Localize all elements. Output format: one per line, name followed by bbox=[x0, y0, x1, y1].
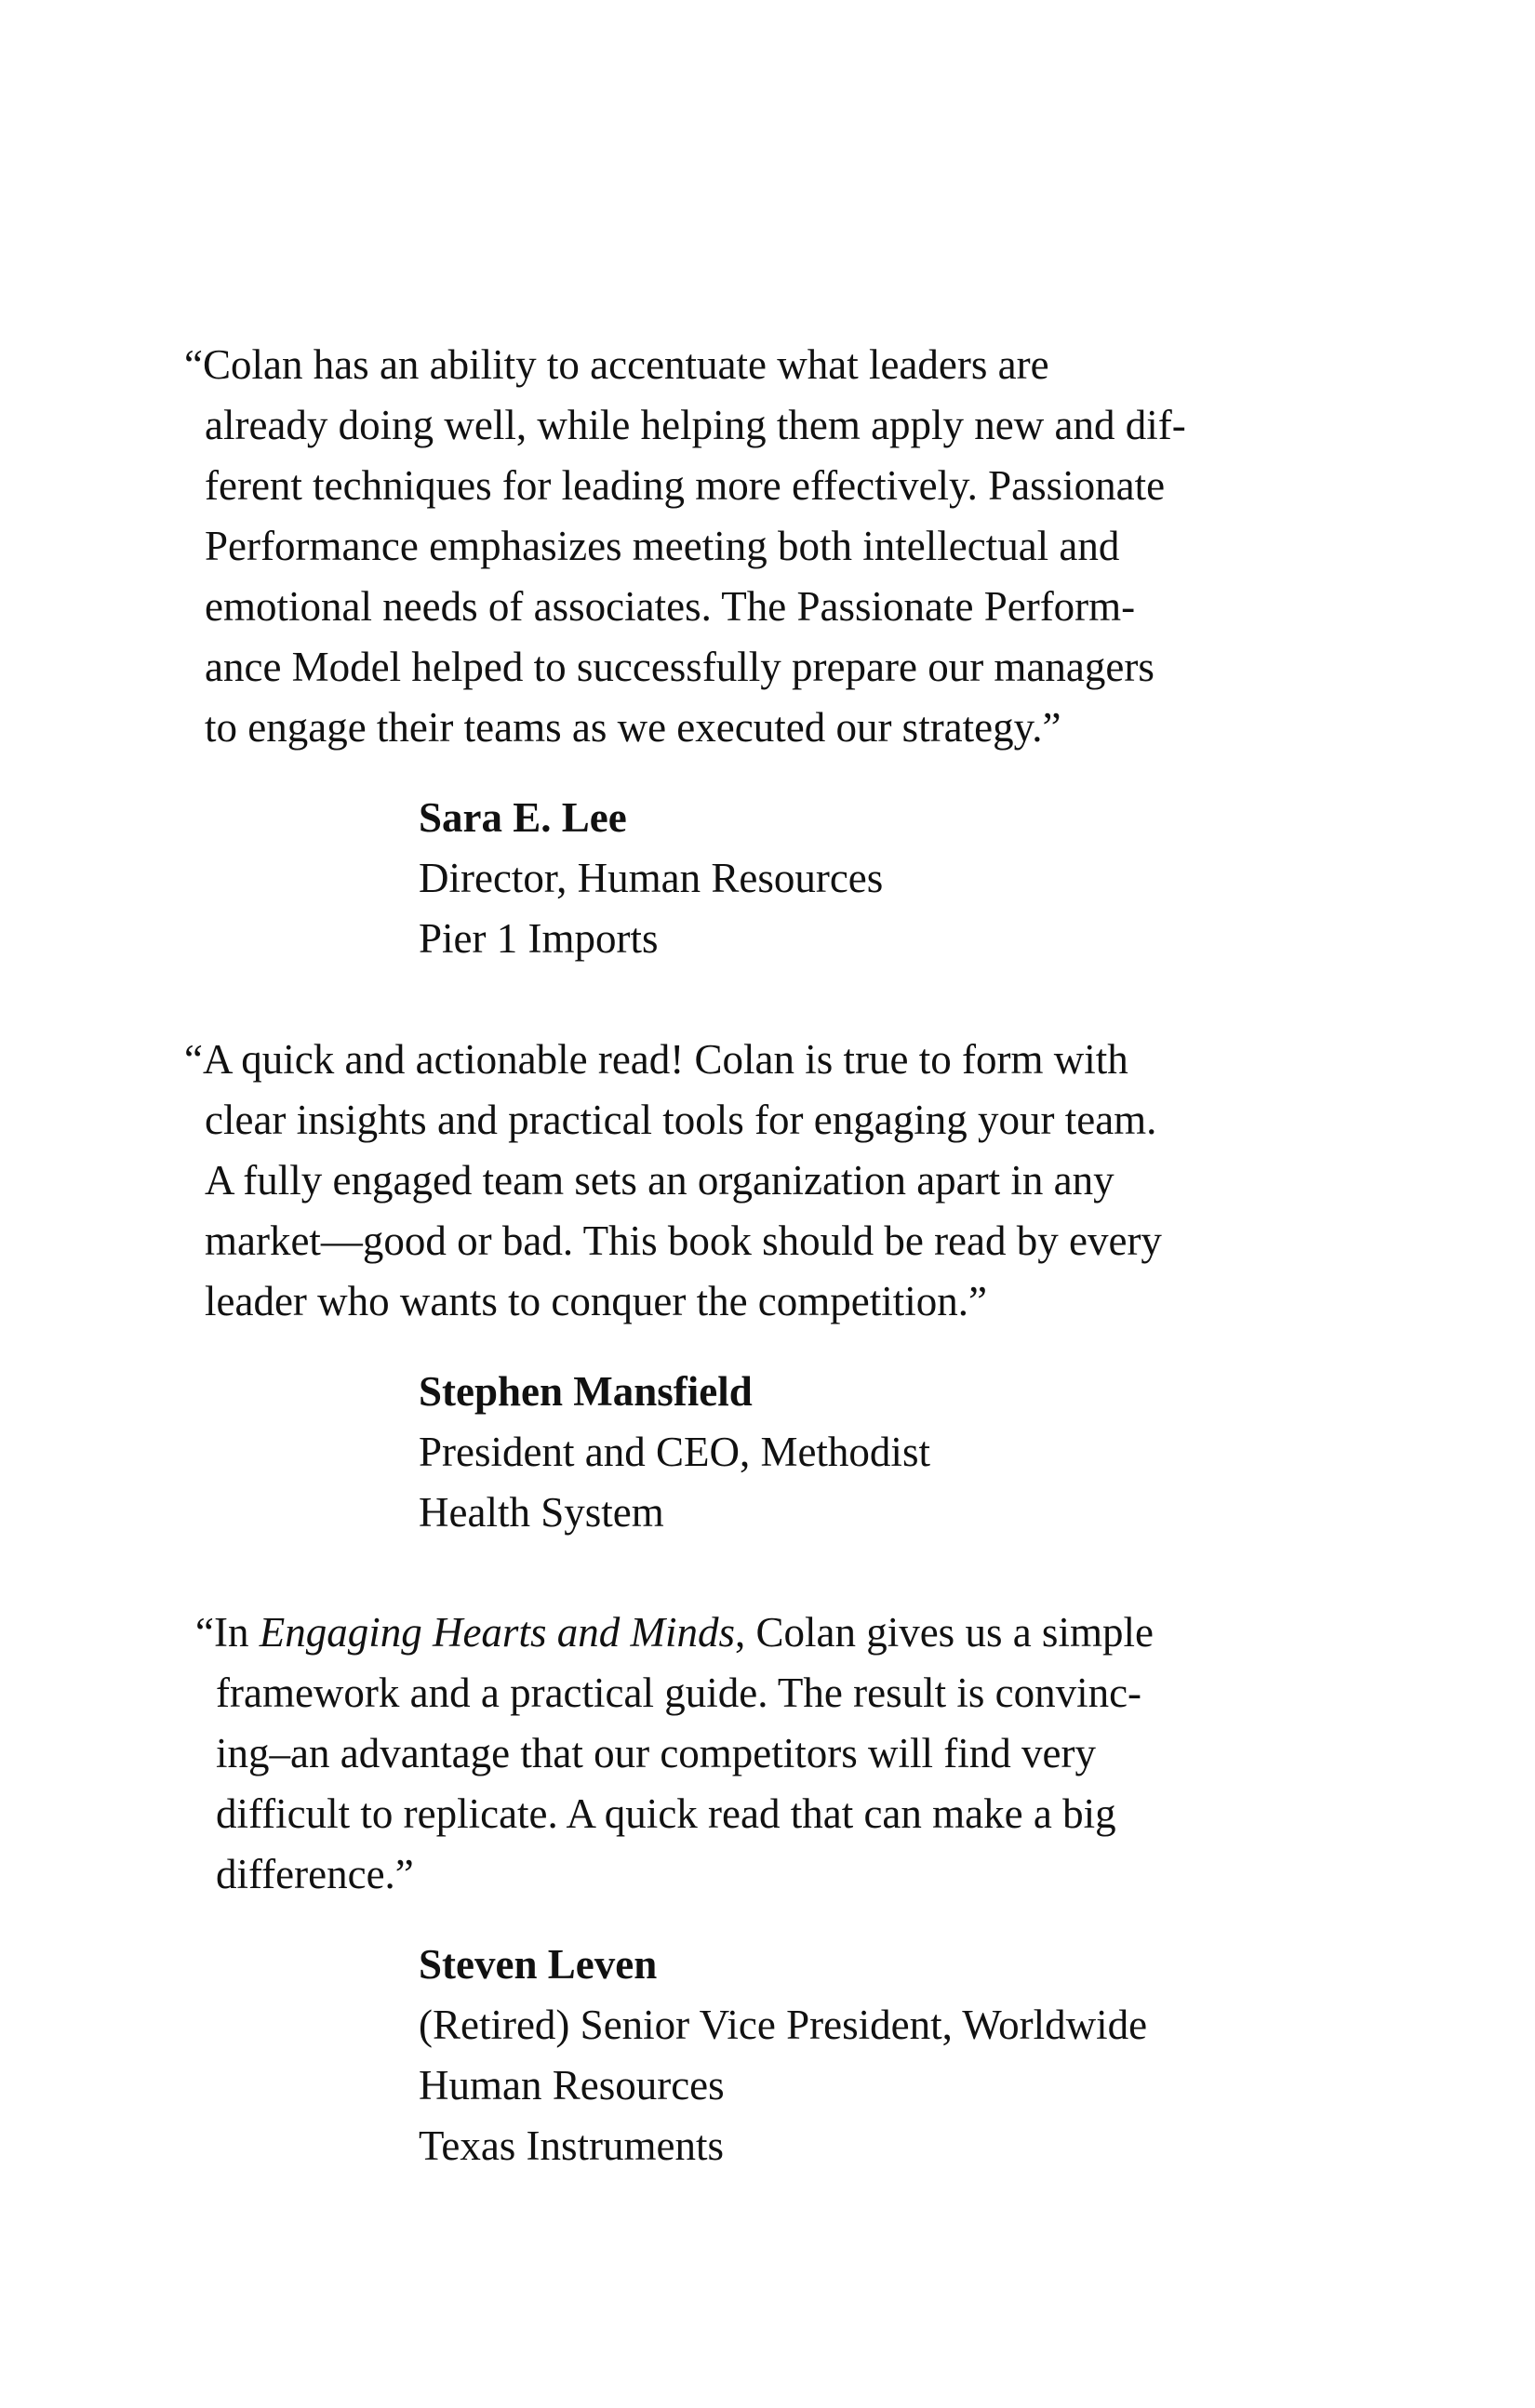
quote-line bbox=[195, 1603, 1312, 1663]
testimonial-attribution bbox=[419, 788, 1442, 969]
author-title: Human Resources bbox=[419, 2062, 725, 2109]
quote-line: “Colan has an ability to accentuate what leaders are bbox=[184, 341, 1049, 388]
quote-line: Performance emphasizes meeting both intellectual and bbox=[205, 523, 1120, 569]
quote-line: market—good or bad. This book should be read by every bbox=[205, 1217, 1162, 1264]
quote-line: already doing well, while helping them apply new and dif- bbox=[205, 402, 1186, 448]
quote-line: difficult to replicate. A quick read that can make a big bbox=[216, 1790, 1116, 1837]
author-name: Stephen Mansfield bbox=[419, 1368, 753, 1415]
quote-line: ing–an advantage that our competitors will find very bbox=[216, 1730, 1096, 1776]
quote-line: clear insights and practical tools for engaging your team. bbox=[205, 1097, 1157, 1143]
quote-line: difference.” bbox=[216, 1851, 414, 1897]
quote-line: emotional needs of associates. The Passionate Perform- bbox=[205, 583, 1136, 630]
testimonial-attribution bbox=[419, 1935, 1442, 2176]
author-name: Sara E. Lee bbox=[419, 794, 627, 841]
quote-prefix: “In bbox=[195, 1609, 260, 1656]
quote-line: A fully engaged team sets an organization apart in any bbox=[205, 1157, 1115, 1204]
quote-line: ance Model helped to successfully prepare our managers bbox=[205, 644, 1155, 690]
testimonial-attribution bbox=[419, 1362, 1442, 1543]
quote-line: “A quick and actionable read! Colan is true to form with bbox=[184, 1036, 1128, 1083]
author-organization: Texas Instruments bbox=[419, 2122, 725, 2169]
testimonial-quote bbox=[195, 1603, 1312, 1905]
quote-line: to engage their teams as we executed our strategy.” bbox=[205, 704, 1061, 751]
quote-line: ferent techniques for leading more effectively. Passionate bbox=[205, 462, 1166, 509]
author-title: Health System bbox=[419, 1489, 664, 1536]
quote-line: framework and a practical guide. The result is convinc- bbox=[216, 1670, 1142, 1716]
quote-line: leader who wants to conquer the competition.” bbox=[205, 1278, 987, 1324]
testimonial-quote bbox=[184, 1030, 1301, 1332]
author-title: (Retired) Senior Vice President, Worldwide bbox=[419, 2002, 1148, 2048]
author-organization: Pier 1 Imports bbox=[419, 915, 659, 962]
book-title: Engaging Hearts and Minds bbox=[259, 1609, 735, 1656]
quote-suffix: , Colan gives us a simple bbox=[734, 1609, 1154, 1656]
author-name: Steven Leven bbox=[419, 1941, 658, 1988]
author-title: President and CEO, Methodist bbox=[419, 1429, 930, 1475]
author-title: Director, Human Resources bbox=[419, 855, 884, 901]
testimonial-quote bbox=[184, 335, 1301, 758]
